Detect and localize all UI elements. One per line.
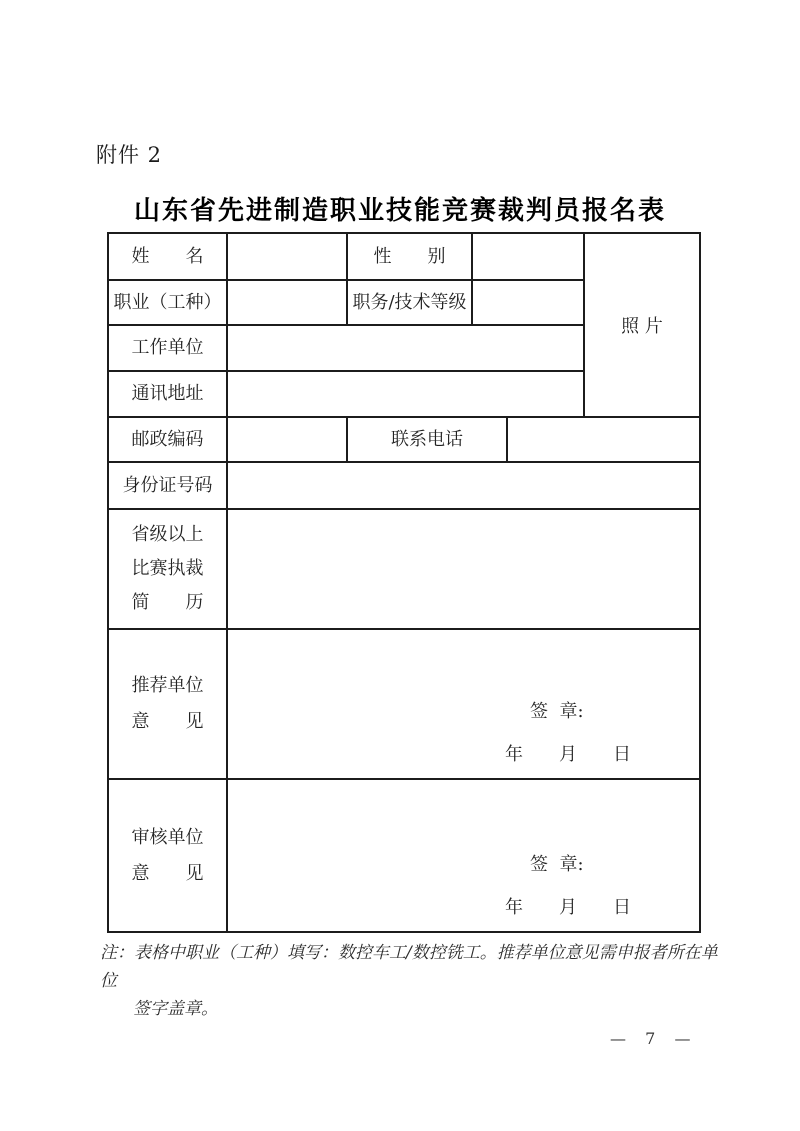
row-id-number xyxy=(108,462,700,509)
attachment-label: 附件 2 xyxy=(96,143,163,167)
recommend-seal-label: 签 章: xyxy=(530,701,584,722)
position-level-value-cell xyxy=(472,280,584,325)
page-number: — 7 — xyxy=(610,1029,694,1048)
resume-label-line2: 比赛执裁 xyxy=(131,558,204,579)
recommend-label xyxy=(108,629,227,779)
id-number-label: 身份证号码 xyxy=(108,462,227,509)
id-number-value-cell xyxy=(227,462,700,509)
row-recommend-opinion xyxy=(108,629,700,779)
footnote-line2: 签字盖章。 xyxy=(133,999,218,1019)
work-unit-label: 工作单位 xyxy=(108,325,227,371)
row-refereeing-resume xyxy=(108,509,700,629)
postal-code-value-cell xyxy=(227,417,347,462)
work-unit-value-cell xyxy=(227,325,584,371)
phone-value-cell xyxy=(507,417,700,462)
review-label xyxy=(108,779,227,932)
footnote-line1: 注：表格中职业（工种）填写：数控车工/数控铣工。推荐单位意见需申报者所在单位 xyxy=(100,943,718,991)
row-review-opinion xyxy=(108,779,700,932)
recommend-label-line2: 意 见 xyxy=(131,711,204,732)
name-label: 姓 名 xyxy=(108,233,227,280)
resume-label-line1: 省级以上 xyxy=(131,524,204,545)
review-seal-label: 签 章: xyxy=(530,854,584,875)
phone-label: 联系电话 xyxy=(347,417,507,462)
name-value-cell xyxy=(227,233,347,280)
recommend-signature-block xyxy=(505,697,631,766)
gender-label: 性 别 xyxy=(347,233,472,280)
occupation-value-cell xyxy=(227,280,347,325)
row-name-gender xyxy=(108,233,700,280)
photo-cell xyxy=(584,233,700,417)
postal-code-label: 邮政编码 xyxy=(108,417,227,462)
resume-value-cell xyxy=(227,509,700,629)
review-opinion-cell xyxy=(227,779,700,932)
form-title: 山东省先进制造职业技能竞赛裁判员报名表 xyxy=(133,196,666,226)
resume-label xyxy=(108,509,227,629)
resume-label-line3: 简 历 xyxy=(131,592,204,613)
recommend-opinion-cell xyxy=(227,629,700,779)
photo-label: 照 片 xyxy=(621,316,663,337)
recommend-date-label: 年 月 日 xyxy=(505,744,631,765)
recommend-label-line1: 推荐单位 xyxy=(131,675,204,696)
row-postal-phone xyxy=(108,417,700,462)
address-value-cell xyxy=(227,371,584,417)
address-label: 通讯地址 xyxy=(108,371,227,417)
review-label-line2: 意 见 xyxy=(131,862,204,884)
position-level-label: 职务/技术等级 xyxy=(347,280,472,325)
review-date-label: 年 月 日 xyxy=(505,897,631,918)
gender-value-cell xyxy=(472,233,584,280)
footnote xyxy=(100,939,718,1023)
registration-form-table xyxy=(107,232,701,933)
review-label-line1: 审核单位 xyxy=(131,826,204,848)
review-signature-block xyxy=(505,850,631,919)
occupation-label: 职业（工种） xyxy=(108,280,227,325)
